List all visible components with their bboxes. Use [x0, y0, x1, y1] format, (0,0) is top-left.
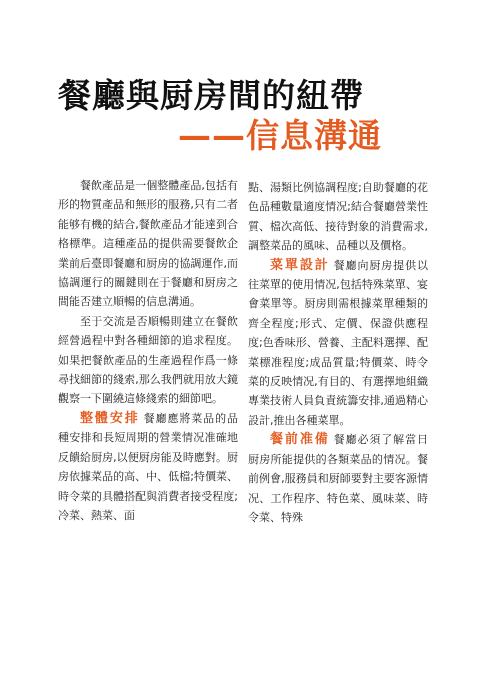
section-heading-menu-design: 菜單設計 [270, 257, 330, 273]
section-heading-pre-meal-preparation: 餐前准備 [270, 432, 330, 448]
left-column [58, 176, 238, 525]
intro-paragraph: 餐飲產品是一個整體產品,包括有形的物質產品和無形的服務,只有二者能够有機的結合,餐飲產品才能達到合格標準。這種產品的提供需要餐飲企業前后臺即餐廳和厨房的協調運作,而協調運行的關鍵則在于餐廳和厨房之間能否建立順暢的信息溝通。 [58, 179, 238, 309]
section-text-overall-arrangement: 餐廳應將菜品的品種安排和長短周期的營業情况准確地反饋給厨房,以便厨房能及時應對。厨房依據菜品的高、中、低檔;特價菜、時令菜的具體搭配與消費者接受程度;冷菜、熱菜、面 [58, 411, 238, 522]
second-paragraph: 至于交流是否順暢則建立在餐飲經營過程中對各種細節的追求程度。如果把餐飲產品的生產過程作爲一條尋找細節的綫索,那么我們就用放大鏡觀察一下圍繞這條綫索的細節吧。 [58, 314, 238, 406]
article-subtitle: ——信息溝通 [178, 116, 382, 155]
section-text-pre-meal-preparation: 餐廳必須了解當日厨房所能提供的各類菜品的情况。餐前例會,服務員和厨師要對主要客源情况、工作程序、特色菜、風味菜、時令菜、特殊 [248, 433, 428, 524]
continued-paragraph: 點、湯類比例協調程度;自助餐廳的花色品種數量適度情况;結合餐廳營業性質、檔次高低、接待對象的消費需求,調整菜品的風味、品種以及價格。 [248, 181, 428, 253]
section-pre-meal-preparation [248, 430, 428, 527]
section-heading-overall-arrangement: 整體安排 [80, 410, 140, 426]
article-title: 餐廳與厨房間的紐帶 [58, 76, 364, 115]
section-overall-arrangement [58, 409, 238, 525]
section-text-menu-design: 餐廳向厨房提供以往菜單的使用情况,包括特殊菜單、宴會菜單等。厨房則需根據菜單種類的齊全程度;形式、定價、保證供應程度;色香味形、營養、主配料選擇、配菜標准程度;成品質量;特價菜、時令菜的反映情况,有目的、有選擇地組織專業技術人員負責統籌安排,通過精心設計,推出各種菜單。 [248, 258, 428, 427]
right-column [248, 178, 428, 527]
section-menu-design [248, 256, 428, 431]
